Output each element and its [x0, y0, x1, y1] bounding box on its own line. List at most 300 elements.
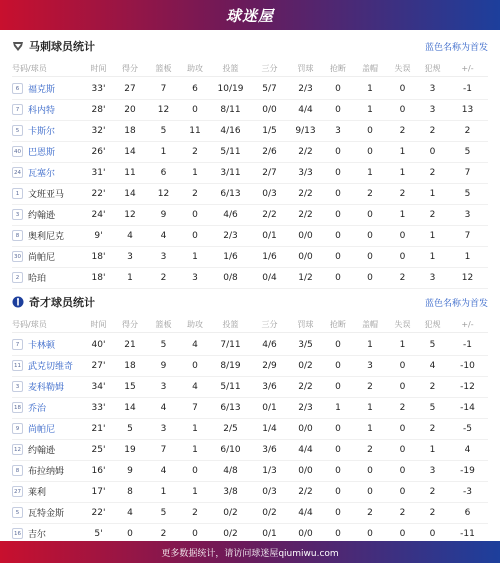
stat-fouls: 0 [429, 528, 436, 539]
player-cell [12, 380, 84, 393]
stat-blocks: 1 [367, 423, 373, 434]
jersey-number-badge: 7 [12, 104, 23, 115]
stat-free-throws: 4/4 [298, 444, 313, 455]
wizards-logo-icon [12, 296, 24, 308]
stat-blocks: 1 [367, 104, 373, 115]
stat-free-throws: 3/5 [298, 339, 313, 350]
stat-field-goals: 1/6 [223, 251, 238, 262]
column-header-steals: 抢断 [330, 319, 346, 329]
player-name: 尚帕尼 [28, 253, 56, 263]
stat-free-throws: 2/2 [298, 209, 313, 220]
stat-fouls: 5 [429, 402, 436, 413]
stat-free-throws: 2/3 [298, 402, 313, 413]
player-row[interactable] [12, 334, 488, 356]
stat-time: 31' [91, 167, 106, 178]
brand-logo: 球迷屋 [225, 6, 274, 25]
column-header-free-throws: 罚球 [297, 63, 314, 73]
team2-column-header [12, 316, 488, 333]
player-cell [12, 485, 84, 498]
stat-assists: 6 [192, 83, 198, 94]
stat-fouls: 2 [429, 507, 436, 518]
stat-blocks: 1 [367, 339, 373, 350]
stat-time: 34' [91, 381, 106, 392]
stat-turnovers: 0 [399, 381, 406, 392]
stat-rebounds: 5 [160, 339, 167, 350]
stat-assists: 0 [192, 360, 198, 371]
player-cell [12, 82, 84, 95]
stat-turnovers: 2 [399, 125, 406, 136]
stat-assists: 1 [192, 167, 198, 178]
stat-blocks: 2 [367, 381, 373, 392]
stat-blocks: 0 [367, 251, 373, 262]
stat-points: 0 [127, 528, 133, 539]
stat-plus-minus: -12 [460, 381, 475, 392]
player-cell [12, 166, 84, 179]
stat-fouls: 1 [429, 444, 436, 455]
player-row[interactable] [12, 99, 488, 121]
stat-turnovers: 2 [399, 272, 406, 283]
stat-time: 17' [91, 486, 106, 497]
player-row[interactable] [12, 141, 488, 163]
content [0, 30, 500, 541]
stat-assists: 11 [189, 125, 201, 136]
stat-steals: 0 [335, 360, 341, 371]
player-cell [12, 250, 84, 263]
player-cell [12, 145, 84, 158]
stat-fouls: 2 [429, 209, 436, 220]
stat-time: 5' [94, 528, 103, 539]
stat-three-pointers: 1/3 [262, 465, 277, 476]
stat-fouls: 4 [429, 360, 436, 371]
stat-rebounds: 6 [160, 167, 167, 178]
stat-fouls: 2 [429, 381, 436, 392]
stat-blocks: 0 [367, 230, 373, 241]
player-cell [12, 271, 84, 284]
stat-points: 4 [127, 230, 133, 241]
stat-plus-minus: 6 [464, 507, 471, 518]
column-header-three-pointers: 三分 [261, 63, 278, 73]
stat-fouls: 3 [429, 104, 436, 115]
player-name: 约翰逊 [28, 211, 56, 221]
stat-free-throws: 0/0 [298, 465, 313, 476]
stat-time: 40' [91, 339, 106, 350]
player-name: 约翰逊 [28, 446, 56, 456]
stat-assists: 3 [192, 272, 198, 283]
stat-rebounds: 7 [160, 444, 167, 455]
stat-three-pointers: 1/4 [262, 423, 277, 434]
stat-steals: 0 [335, 486, 341, 497]
column-header-turnovers: 失误 [394, 63, 411, 73]
stat-three-pointers: 0/1 [262, 528, 277, 539]
stat-steals: 0 [335, 167, 341, 178]
player-name[interactable]: 麦科勒姆 [28, 383, 65, 393]
jersey-number-badge: 27 [12, 486, 23, 497]
stat-three-pointers: 0/3 [262, 188, 277, 199]
stat-plus-minus: 13 [461, 104, 474, 115]
stat-points: 4 [127, 507, 133, 518]
stat-steals: 0 [335, 272, 341, 283]
stat-rebounds: 7 [160, 83, 167, 94]
player-name[interactable]: 尚帕尼 [28, 425, 56, 435]
stat-turnovers: 0 [399, 251, 406, 262]
jersey-number-badge: 11 [12, 360, 23, 371]
player-name: 文班亚马 [28, 190, 65, 200]
stat-steals: 0 [335, 528, 341, 539]
stat-rebounds: 4 [160, 465, 167, 476]
player-row[interactable] [12, 162, 488, 184]
stat-three-pointers: 2/7 [262, 167, 277, 178]
stat-free-throws: 0/0 [298, 423, 313, 434]
stat-blocks: 2 [367, 507, 373, 518]
stat-plus-minus: -1 [463, 339, 472, 350]
stat-turnovers: 0 [399, 230, 406, 241]
stat-plus-minus: 5 [464, 146, 471, 157]
stat-time: 33' [91, 83, 106, 94]
player-row[interactable] [12, 418, 488, 440]
player-row[interactable] [12, 502, 488, 524]
player-row[interactable] [12, 481, 488, 503]
player-name[interactable]: 卡斯尔 [28, 127, 56, 137]
jersey-number-badge: 9 [12, 423, 23, 434]
jersey-number-badge: 3 [12, 381, 23, 392]
column-header-plus-minus: +/- [461, 63, 474, 73]
stat-plus-minus: 5 [464, 188, 471, 199]
player-name[interactable]: 瓦塞尔 [28, 169, 56, 179]
stat-blocks: 2 [367, 188, 373, 199]
jersey-number-badge: 3 [12, 209, 23, 220]
stat-assists: 0 [192, 209, 198, 220]
player-name: 布拉纳姆 [28, 467, 65, 477]
footer-text[interactable]: 更多数据统计，请访问球迷屋qiumiwu.com [161, 548, 339, 559]
stat-assists: 2 [192, 507, 198, 518]
team1-header [12, 34, 488, 58]
stat-plus-minus: -5 [463, 423, 472, 434]
team1-title: 马刺球员统计 [29, 40, 95, 53]
column-header-free-throws: 罚球 [297, 319, 314, 329]
stat-blocks: 2 [367, 444, 373, 455]
stat-assists: 7 [192, 402, 198, 413]
stat-three-pointers: 1/6 [262, 251, 277, 262]
stat-blocks: 0 [367, 465, 373, 476]
player-cell [12, 527, 84, 540]
jersey-number-badge: 12 [12, 444, 23, 455]
stat-free-throws: 3/3 [298, 167, 313, 178]
stat-steals: 0 [335, 465, 341, 476]
stat-plus-minus: -1 [463, 83, 472, 94]
stat-turnovers: 1 [399, 339, 406, 350]
stat-free-throws: 1/2 [298, 272, 313, 283]
stat-rebounds: 2 [160, 272, 167, 283]
column-header-blocks: 盖帽 [362, 319, 378, 329]
column-header-assists: 助攻 [187, 319, 203, 329]
player-cell [12, 208, 84, 221]
column-header-assists: 助攻 [187, 63, 203, 73]
player-row[interactable] [12, 460, 488, 482]
stat-field-goals: 4/16 [220, 125, 241, 136]
stat-time: 21' [91, 423, 106, 434]
stat-blocks: 0 [367, 272, 373, 283]
stat-field-goals: 8/19 [220, 360, 241, 371]
stat-three-pointers: 0/1 [262, 230, 277, 241]
stat-assists: 4 [192, 339, 198, 350]
stat-rebounds: 9 [160, 209, 167, 220]
stat-points: 11 [124, 167, 136, 178]
stat-points: 5 [127, 423, 133, 434]
player-row[interactable] [12, 439, 488, 461]
stat-assists: 2 [192, 146, 198, 157]
stat-field-goals: 6/13 [220, 402, 241, 413]
stat-rebounds: 1 [160, 146, 167, 157]
stat-rebounds: 3 [160, 251, 167, 262]
team1-starter-note[interactable]: 蓝色名称为首发 [424, 42, 488, 53]
stat-time: 32' [91, 125, 106, 136]
stat-rebounds: 2 [160, 528, 167, 539]
stat-rebounds: 3 [160, 423, 167, 434]
stat-assists: 1 [192, 444, 198, 455]
stat-time: 24' [91, 209, 106, 220]
column-header-rebounds: 篮板 [155, 319, 172, 329]
stat-turnovers: 1 [399, 167, 406, 178]
stat-free-throws: 2/2 [298, 188, 313, 199]
column-header-time: 时间 [90, 319, 107, 329]
stat-plus-minus: 3 [464, 209, 471, 220]
stat-blocks: 1 [367, 83, 373, 94]
stat-time: 16' [91, 465, 106, 476]
column-header-field-goals: 投篮 [222, 319, 239, 329]
player-cell [12, 229, 84, 242]
player-cell [12, 422, 84, 435]
stat-field-goals: 5/11 [220, 146, 241, 157]
stat-rebounds: 4 [160, 230, 167, 241]
column-header-plus-minus: +/- [461, 319, 474, 329]
stat-field-goals: 4/8 [223, 465, 238, 476]
stat-three-pointers: 0/2 [262, 507, 277, 518]
stat-fouls: 5 [429, 339, 436, 350]
stat-fouls: 1 [429, 251, 436, 262]
player-name: 莱利 [28, 488, 47, 498]
player-row[interactable] [12, 397, 488, 419]
player-name[interactable]: 科内特 [28, 106, 56, 116]
stat-steals: 0 [335, 251, 341, 262]
stat-field-goals: 3/11 [220, 167, 241, 178]
player-name: 哈珀 [28, 274, 47, 284]
stat-blocks: 0 [367, 528, 373, 539]
jersey-number-badge: 30 [12, 251, 23, 262]
stat-time: 9' [94, 230, 103, 241]
stat-field-goals: 6/13 [220, 188, 241, 199]
stat-time: 22' [91, 188, 106, 199]
stat-free-throws: 0/0 [298, 528, 313, 539]
jersey-number-badge: 5 [12, 507, 23, 518]
stat-plus-minus: -19 [460, 465, 475, 476]
player-cell [12, 187, 84, 200]
stat-assists: 2 [192, 188, 198, 199]
player-cell [12, 401, 84, 414]
stat-fouls: 2 [429, 423, 436, 434]
stat-free-throws: 4/4 [298, 104, 313, 115]
stat-points: 18 [124, 125, 136, 136]
stat-rebounds: 12 [157, 104, 170, 115]
column-header-field-goals: 投篮 [222, 63, 239, 73]
stat-fouls: 3 [429, 272, 436, 283]
stat-free-throws: 0/0 [298, 230, 313, 241]
stat-three-pointers: 0/4 [262, 272, 277, 283]
jersey-number-badge: 16 [12, 528, 23, 539]
stat-field-goals: 5/11 [220, 381, 241, 392]
stat-plus-minus: -11 [460, 528, 475, 539]
jersey-number-badge: 8 [12, 465, 23, 476]
stat-three-pointers: 2/9 [262, 360, 277, 371]
stat-time: 18' [91, 251, 106, 262]
column-header-blocks: 盖帽 [362, 63, 378, 73]
stat-free-throws: 2/3 [298, 83, 313, 94]
stat-rebounds: 5 [160, 125, 167, 136]
stat-fouls: 2 [429, 125, 436, 136]
stat-turnovers: 1 [399, 209, 406, 220]
stat-points: 12 [124, 209, 136, 220]
stat-steals: 0 [335, 209, 341, 220]
stat-fouls: 2 [429, 167, 436, 178]
stat-turnovers: 0 [399, 486, 406, 497]
stat-rebounds: 5 [160, 507, 167, 518]
stat-steals: 0 [335, 423, 341, 434]
player-row[interactable] [12, 246, 488, 268]
player-row[interactable] [12, 204, 488, 226]
column-header-steals: 抢断 [330, 63, 346, 73]
player-name[interactable]: 巴恩斯 [28, 148, 56, 158]
column-header-fouls: 犯规 [424, 63, 441, 73]
team2-starter-note[interactable]: 蓝色名称为首发 [424, 298, 488, 309]
stat-steals: 0 [335, 104, 341, 115]
stat-assists: 1 [192, 486, 198, 497]
footer-banner [0, 541, 500, 563]
stat-fouls: 1 [429, 188, 436, 199]
stat-points: 1 [127, 272, 133, 283]
top-banner [0, 0, 500, 30]
stat-time: 27' [91, 360, 106, 371]
player-row[interactable] [12, 120, 488, 142]
stat-turnovers: 2 [399, 507, 406, 518]
stat-points: 15 [124, 381, 136, 392]
stat-time: 18' [91, 272, 106, 283]
stat-field-goals: 6/10 [220, 444, 241, 455]
player-name[interactable]: 福克斯 [28, 85, 56, 95]
stat-turnovers: 0 [399, 104, 406, 115]
player-row[interactable] [12, 225, 488, 247]
stat-rebounds: 4 [160, 402, 167, 413]
jersey-number-badge: 8 [12, 230, 23, 241]
stat-points: 27 [124, 83, 136, 94]
jersey-number-badge: 7 [12, 339, 23, 350]
stat-time: 25' [91, 444, 106, 455]
player-name: 奥利尼克 [28, 232, 65, 242]
stat-free-throws: 2/2 [298, 381, 313, 392]
stat-steals: 1 [335, 402, 341, 413]
stat-assists: 1 [192, 423, 198, 434]
column-header-fouls: 犯规 [424, 319, 441, 329]
player-row[interactable] [12, 376, 488, 398]
player-row[interactable] [12, 355, 488, 377]
stat-three-pointers: 2/6 [262, 146, 277, 157]
column-header-turnovers: 失误 [394, 319, 411, 329]
player-row[interactable] [12, 267, 488, 289]
player-name[interactable]: 武克切维奇 [28, 362, 74, 372]
team1-column-header [12, 60, 488, 77]
column-header-three-pointers: 三分 [261, 319, 278, 329]
stat-rebounds: 12 [157, 188, 170, 199]
stat-steals: 0 [335, 444, 341, 455]
player-name: 吉尔 [28, 530, 47, 540]
player-cell [12, 506, 84, 519]
stat-free-throws: 0/0 [298, 251, 313, 262]
player-name[interactable]: 卡林顿 [28, 341, 56, 351]
jersey-number-badge: 6 [12, 83, 23, 94]
spurs-logo-icon [12, 40, 24, 52]
player-cell [12, 124, 84, 137]
stat-assists: 0 [192, 465, 198, 476]
stat-fouls: 0 [429, 146, 436, 157]
stat-points: 14 [124, 188, 136, 199]
stat-points: 9 [127, 465, 133, 476]
stat-rebounds: 9 [160, 360, 167, 371]
stat-turnovers: 0 [399, 465, 406, 476]
stat-points: 20 [124, 104, 136, 115]
stat-steals: 3 [335, 125, 341, 136]
stat-points: 14 [124, 402, 136, 413]
player-row[interactable] [12, 78, 488, 100]
stat-points: 21 [124, 339, 136, 350]
stat-field-goals: 0/2 [223, 528, 238, 539]
stat-turnovers: 0 [399, 528, 406, 539]
stat-assists: 0 [192, 230, 198, 241]
jersey-number-badge: 2 [12, 272, 23, 283]
stat-plus-minus: 1 [464, 251, 471, 262]
stat-free-throws: 4/4 [298, 507, 313, 518]
stat-field-goals: 4/6 [223, 209, 238, 220]
stat-fouls: 1 [429, 230, 436, 241]
stat-blocks: 0 [367, 209, 373, 220]
stat-assists: 4 [192, 381, 198, 392]
player-row[interactable] [12, 183, 488, 205]
stat-assists: 0 [192, 104, 198, 115]
player-name[interactable]: 乔治 [28, 404, 47, 414]
stat-points: 8 [127, 486, 133, 497]
stat-three-pointers: 4/6 [262, 339, 277, 350]
stat-steals: 0 [335, 381, 341, 392]
stat-rebounds: 3 [160, 381, 167, 392]
stat-plus-minus: 7 [464, 230, 471, 241]
team2-title: 奇才球员统计 [29, 296, 95, 309]
stat-blocks: 3 [367, 360, 373, 371]
stat-turnovers: 1 [399, 146, 406, 157]
stat-three-pointers: 3/6 [262, 381, 277, 392]
column-header-rebounds: 篮板 [155, 63, 172, 73]
stat-field-goals: 10/19 [217, 83, 244, 94]
stat-steals: 0 [335, 188, 341, 199]
stat-turnovers: 0 [399, 360, 406, 371]
stat-three-pointers: 3/6 [262, 444, 277, 455]
stat-plus-minus: 7 [464, 167, 471, 178]
stat-assists: 1 [192, 251, 198, 262]
jersey-number-badge: 18 [12, 402, 23, 413]
stat-turnovers: 0 [399, 444, 406, 455]
stat-steals: 0 [335, 230, 341, 241]
stat-time: 28' [91, 104, 106, 115]
stat-assists: 0 [192, 528, 198, 539]
stat-free-throws: 2/2 [298, 146, 313, 157]
stat-blocks: 0 [367, 486, 373, 497]
stat-blocks: 1 [367, 167, 373, 178]
